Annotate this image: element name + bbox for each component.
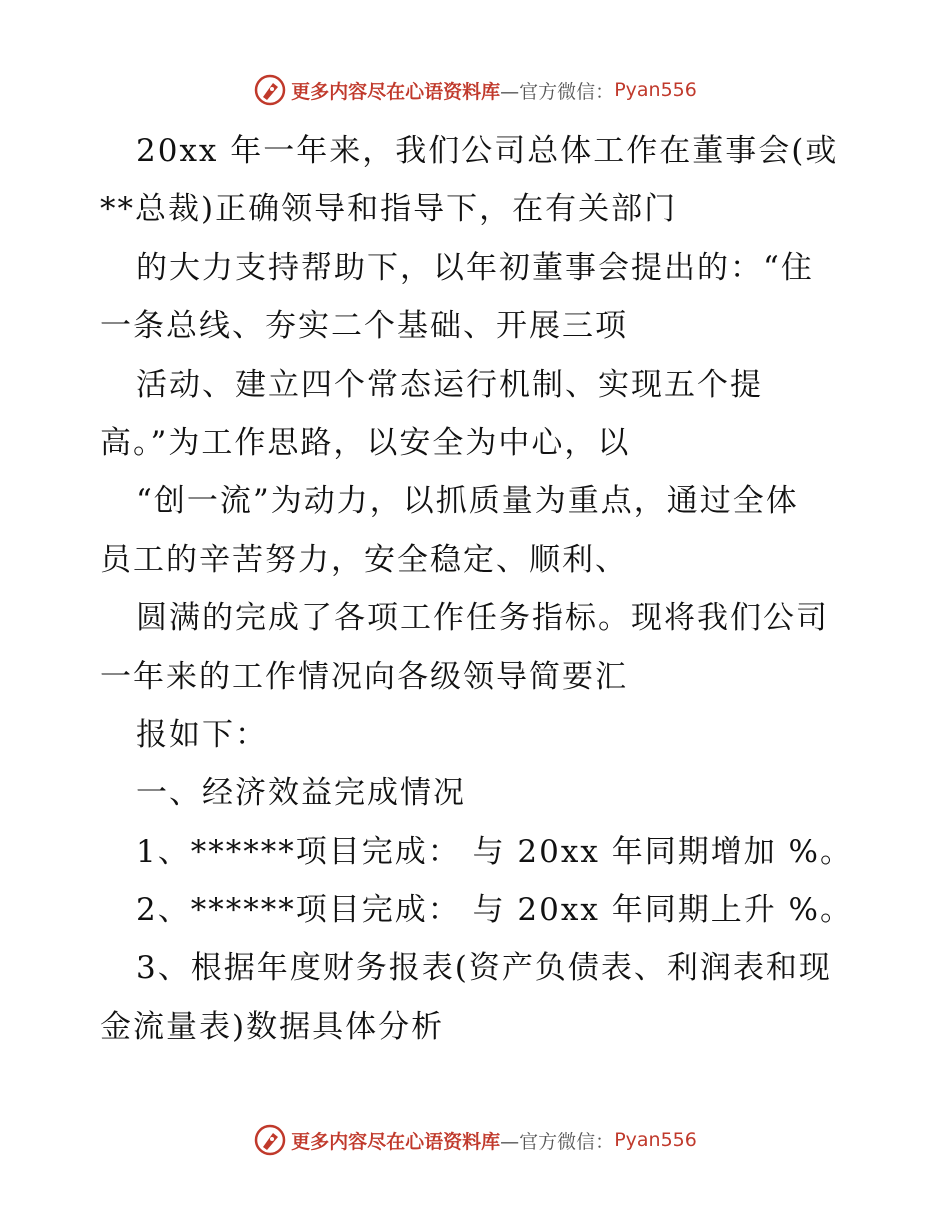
body-line: 员工的辛苦努力，安全稳定、顺利、	[100, 541, 628, 578]
body-line: **总裁)正确领导和指导下，在有关部门	[100, 191, 678, 228]
body-line: 报如下：	[136, 716, 268, 753]
body-line: 的大力支持帮助下，以年初董事会提出的：“住	[136, 249, 814, 286]
pen-nib-logo-icon	[253, 1123, 287, 1157]
list-item: 1、******项目完成： 与 20xx 年同期增加 %。	[136, 833, 854, 870]
section-heading: 一、经济效益完成情况	[136, 775, 466, 812]
watermark-brand: 更多内容尽在心语资料库	[291, 1130, 501, 1153]
document-body	[100, 122, 860, 1056]
body-line: 高。”为工作思路，以安全为中心，以	[100, 424, 631, 461]
body-line: 活动、建立四个常态运行机制、实现五个提	[136, 366, 763, 403]
header-watermark	[0, 70, 950, 110]
body-line: 金流量表)数据具体分析	[100, 1008, 445, 1045]
footer-watermark	[0, 1120, 950, 1160]
body-line: 一条总线、夯实二个基础、开展三项	[100, 308, 628, 345]
body-line: 20xx 年一年来，我们公司总体工作在董事会(或	[136, 133, 839, 169]
list-item: 2、******项目完成： 与 20xx 年同期上升 %。	[136, 892, 854, 929]
watermark-brand: 更多内容尽在心语资料库	[291, 80, 501, 103]
watermark-official-label: —官方微信：	[500, 80, 615, 103]
watermark-wechat-id: Pyan556	[614, 79, 697, 101]
watermark-official-label: —官方微信：	[500, 1130, 615, 1153]
body-line: 圆满的完成了各项工作任务指标。现将我们公司	[136, 600, 829, 637]
body-line: 一年来的工作情况向各级领导简要汇	[100, 658, 628, 695]
list-item: 3、根据年度财务报表(资产负债表、利润表和现	[136, 950, 832, 987]
watermark-wechat-id: Pyan556	[614, 1129, 697, 1151]
body-line: “创一流”为动力，以抓质量为重点，通过全体	[136, 483, 799, 520]
pen-nib-logo-icon	[253, 73, 287, 107]
